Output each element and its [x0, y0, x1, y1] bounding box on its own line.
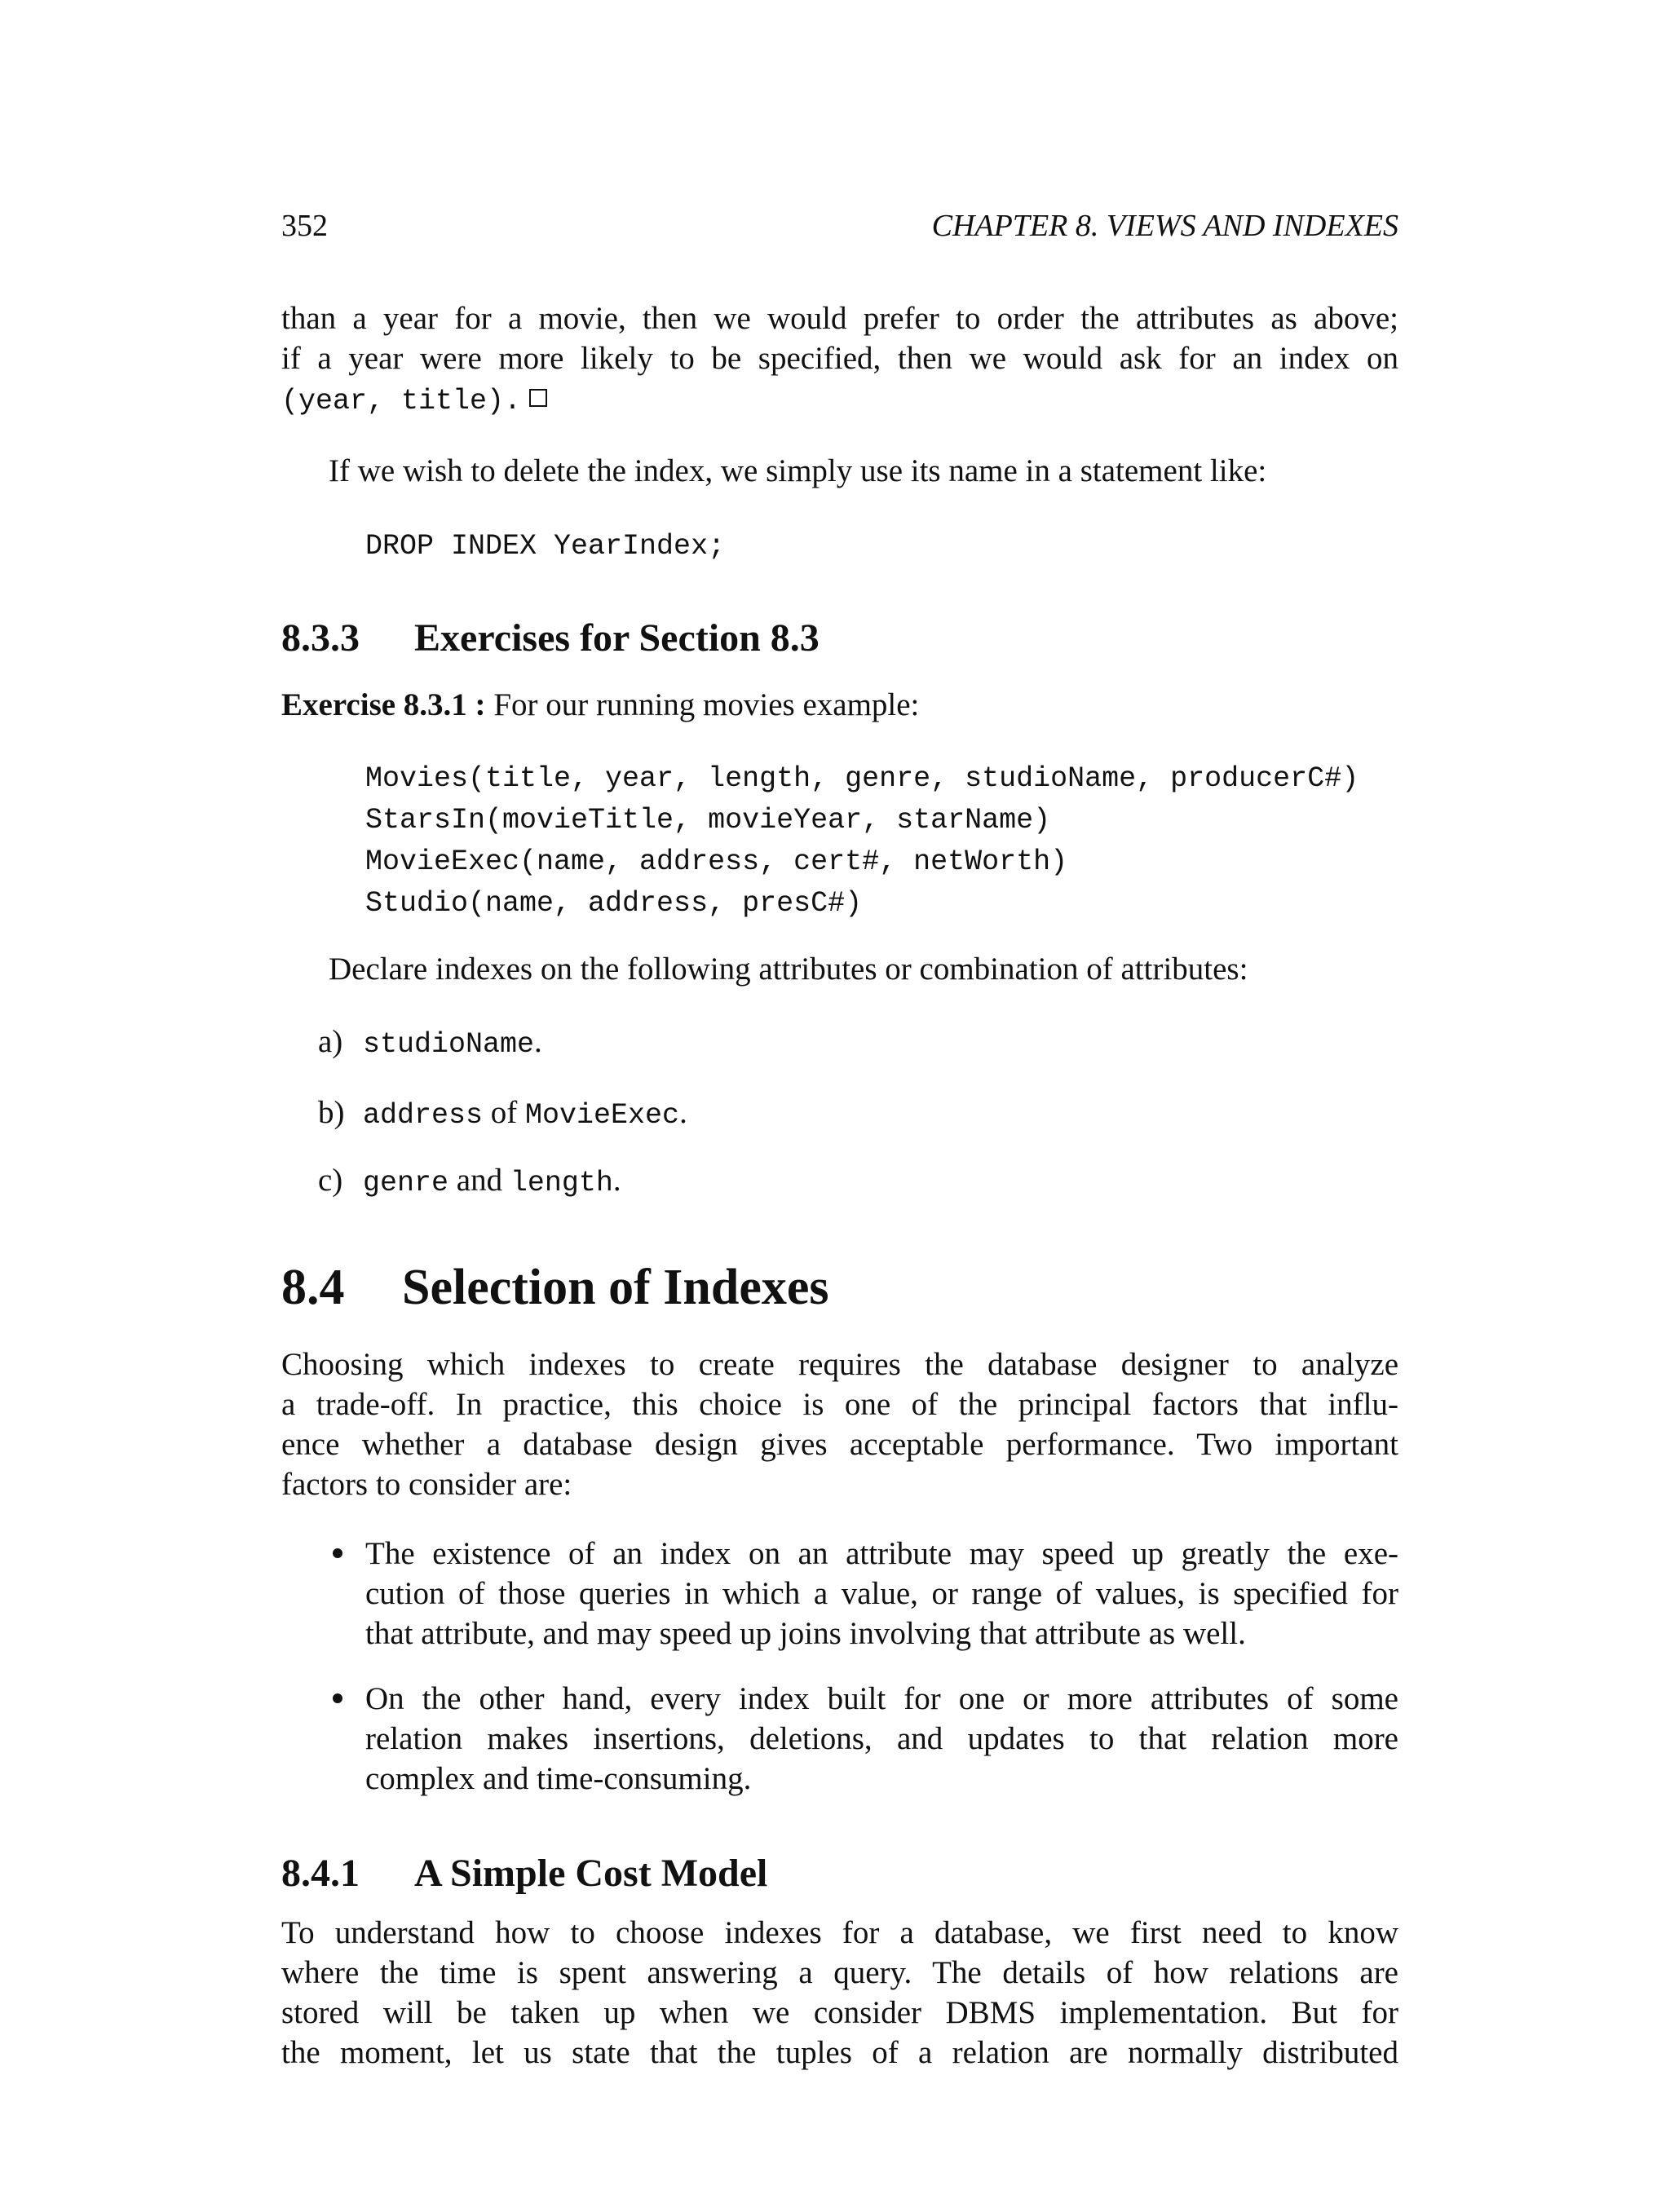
bullet-text: The existence of an index on an attribute may speed up greatly the exe- cution of those queries in which a value, or range of values, is specified for that attribute, and may speed up joins involving that attribute as well.	[365, 1536, 1398, 1651]
cost-model-paragraph	[281, 1913, 1398, 2073]
exercise-intro	[281, 685, 1398, 725]
text-line: Choosing which indexes to create requires the database designer to analyze	[281, 1347, 1398, 1382]
text-line: if a year were more likely to be specified, then we would ask for an index on	[281, 341, 1398, 376]
subsection-title: A Simple Cost Model	[414, 1852, 768, 1895]
subsection-number: 8.4.1	[281, 1852, 360, 1895]
exercise-label: Exercise 8.3.1 :	[281, 687, 486, 722]
intro-paragraph	[281, 298, 1398, 422]
text-line: where the time is spent answering a query. The details of how relations are	[281, 1955, 1398, 1990]
drop-index-code: DROP INDEX YearIndex;	[365, 530, 726, 563]
schema-line: StarsIn(movieTitle, movieYear, starName)	[365, 804, 1051, 837]
end-of-example-icon	[529, 389, 547, 407]
subsection-number: 8.3.3	[281, 616, 360, 660]
section-title: Selection of Indexes	[402, 1260, 829, 1315]
text-line: Declare indexes on the following attributes or combination of attributes:	[329, 951, 1248, 987]
subsection-heading	[281, 1849, 767, 1898]
running-head	[281, 205, 1398, 246]
document-page	[281, 0, 1398, 2212]
text-line: To understand how to choose indexes for a database, we first need to know	[281, 1915, 1398, 1950]
schema-line: Studio(name, address, presC#)	[365, 887, 863, 920]
chapter-title: CHAPTER 8. VIEWS AND INDEXES	[931, 209, 1398, 243]
exercise-instruction	[281, 949, 1398, 989]
text-line: If we wish to delete the index, we simply use its name in a statement like:	[329, 453, 1267, 488]
list-label: c)	[318, 1163, 343, 1198]
bullet-text: On the other hand, every index built for one or more attributes of some relation makes insertions, deletions, and updates to that relation more complex and time-consuming.	[365, 1681, 1398, 1796]
list-text: genre and length.	[363, 1163, 621, 1199]
list-text: address of MovieExec.	[363, 1095, 687, 1132]
bullet-icon	[333, 1693, 342, 1703]
section-heading	[281, 1257, 829, 1318]
section-paragraph	[281, 1344, 1398, 1504]
schema-line: MovieExec(name, address, cert#, netWorth)	[365, 846, 1068, 878]
text-line: stored will be taken up when we consider DBMS implementation. But for	[281, 1995, 1398, 2030]
text-line	[281, 378, 1398, 422]
text-line: a trade-off. In practice, this choice is one of the principal factors that influ-	[281, 1387, 1398, 1422]
text-line: than a year for a movie, then we would prefer to order the attributes as above;	[281, 301, 1398, 336]
bullet-icon	[333, 1548, 342, 1558]
list-label: b)	[318, 1095, 345, 1130]
subsection-heading	[281, 614, 820, 663]
text-line: the moment, let us state that the tuples of a relation are normally distributed	[281, 2035, 1398, 2070]
text-line	[281, 685, 1398, 725]
subsection-title: Exercises for Section 8.3	[414, 616, 820, 660]
text-line: factors to consider are:	[281, 1467, 572, 1502]
text-line: ence whether a database design gives acceptable performance. Two important	[281, 1427, 1398, 1462]
drop-paragraph	[281, 451, 1398, 491]
inline-code: (year, title).	[281, 385, 522, 417]
list-text: studioName.	[363, 1024, 542, 1061]
schema-line: Movies(title, year, length, genre, studioName, producerC#)	[365, 762, 1359, 795]
page-number: 352	[281, 209, 328, 243]
section-number: 8.4	[281, 1260, 345, 1315]
list-label: a)	[318, 1024, 343, 1059]
exercise-text: For our running movies example:	[485, 687, 920, 722]
